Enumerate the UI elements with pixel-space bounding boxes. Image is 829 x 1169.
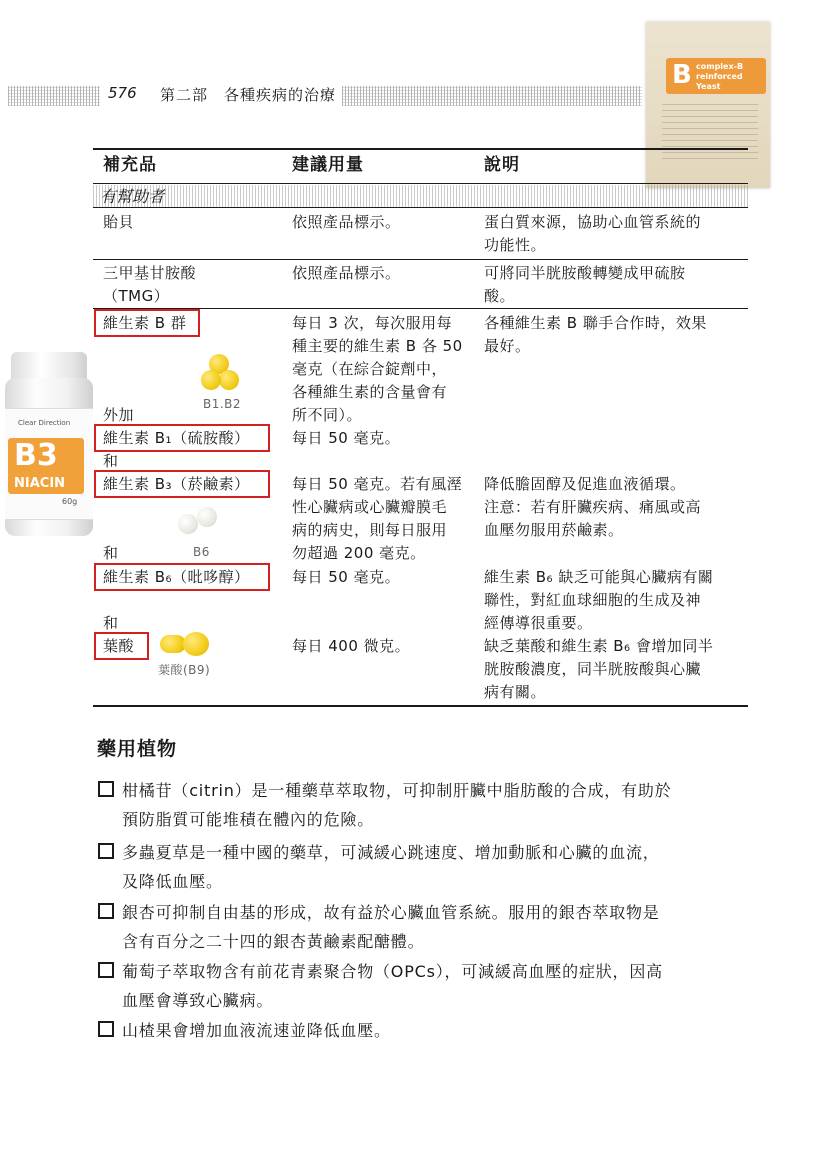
row-b3-note-1: 降低膽固醇及促進血液循環。 (484, 475, 686, 493)
row-b1-prefix: 外加 (103, 406, 135, 424)
row-b3-note-3: 血壓勿服用菸鹼素。 (484, 521, 624, 539)
row-b6-note-3: 經傳導很重要。 (484, 614, 593, 632)
herb-item-text: 血壓會導致心臟病。 (122, 991, 274, 1010)
section-title-herbs: 藥用植物 (97, 738, 178, 760)
herb-item-text: 及降低血壓。 (122, 872, 223, 891)
row-b3-dose-4: 勿超過 200 毫克。 (292, 544, 426, 562)
highlight-box-b3 (94, 470, 270, 498)
bottle-brand: Clear Direction (18, 419, 71, 427)
row-b3-prefix: 和 (103, 452, 119, 470)
row-folic-name: 葉酸 (103, 637, 135, 655)
folic-pill-image (183, 632, 209, 656)
checkbox-icon (98, 903, 114, 919)
herb-item-text: 含有百分之二十四的銀杏黃鹼素配醣體。 (122, 932, 425, 951)
row-b3-dose-3: 病的病史，則每日服用 (292, 521, 448, 539)
row-bcomplex-dose-2: 種主要的維生素 B 各 50 (292, 337, 463, 355)
checkbox-icon (98, 843, 114, 859)
folic-pill-label: 葉酸(B9) (158, 663, 211, 677)
row-b1-dose: 每日 50 毫克。 (292, 429, 401, 447)
herb-item-text: 山楂果會增加血液流速並降低血壓。 (122, 1021, 391, 1040)
row-folic-note-3: 病有關。 (484, 683, 547, 701)
packet-label-band (666, 58, 766, 94)
header-rule (93, 183, 748, 184)
packet-b-letter: B (672, 60, 692, 90)
row-bcomplex-name: 維生素 B 群 (103, 314, 187, 332)
row-bcomplex-note-2: 最好。 (484, 337, 531, 355)
category-band (93, 185, 748, 207)
header-texture-right (342, 86, 642, 106)
row-folic-note-1: 缺乏葉酸和維生素 B₆ 會增加同半 (484, 637, 714, 655)
b3-text: B3 (14, 438, 58, 473)
col-header-supplement: 補充品 (103, 155, 157, 175)
b6-pill-image (197, 507, 217, 527)
chapter-title: 第二部 各種疾病的治療 (160, 86, 337, 104)
checkbox-icon (98, 962, 114, 978)
col-header-notes: 說明 (484, 155, 520, 175)
highlight-box-b6 (94, 563, 270, 591)
checkbox-icon (98, 781, 114, 797)
row-mussel-dose: 依照產品標示。 (292, 213, 401, 231)
row-b1-name: 維生素 B₁（硫胺酸） (103, 429, 250, 447)
b-complex-pill-label: B1.B2 (203, 397, 242, 411)
page-number: 576 (108, 84, 137, 102)
b6-pill-label: B6 (193, 545, 210, 559)
row-bcomplex-dose-3: 毫克（在綜合錠劑中， (292, 360, 448, 378)
packet-title: complex-B reinforced Yeast (696, 62, 744, 91)
row-b3-note-2: 注意：若有肝臟疾病、痛風或高 (484, 498, 702, 516)
row-b3-name: 維生素 B₃（菸鹼素） (103, 475, 250, 493)
highlight-box-folic (94, 632, 149, 660)
herb-item-ginkgo (98, 898, 660, 956)
col-header-dosage: 建議用量 (292, 155, 364, 175)
row-b6-name: 維生素 B₆（吡哆醇） (103, 568, 250, 586)
row-folic-note-2: 胱胺酸濃度，同半胱胺酸與心臟 (484, 660, 702, 678)
highlight-box-bcomplex (94, 309, 200, 337)
bottle-weight: 60g (62, 497, 78, 506)
row-rule (93, 259, 748, 260)
row-tmg-name-1: 三甲基甘胺酸 (103, 264, 197, 282)
table-top-rule (93, 148, 748, 150)
checkbox-icon (98, 1021, 114, 1037)
herb-item-text: 多蟲夏草是一種中國的藥草，可減緩心跳速度、增加動脈和心臟的血流， (122, 843, 660, 862)
herb-item-text: 銀杏可抑制自由基的形成，故有益於心臟血管系統。服用的銀杏萃取物是 (122, 903, 660, 922)
packet-text-lines (662, 104, 758, 164)
row-tmg-dose: 依照產品標示。 (292, 264, 401, 282)
row-bcomplex-dose-1: 每日 3 次，每次服用每 (292, 314, 453, 332)
row-mussel-note-1: 蛋白質來源，協助心血管系統的 (484, 213, 702, 231)
highlight-box-b1 (94, 424, 270, 452)
herb-item-hawthorn (98, 1016, 391, 1045)
row-folic-prefix: 和 (103, 614, 119, 632)
row-folic-dose: 每日 400 微克。 (292, 637, 411, 655)
b6-pill-image (178, 514, 198, 534)
herb-item-citrin (98, 776, 671, 834)
row-bcomplex-note-1: 各種維生素 B 聯手合作時，效果 (484, 314, 707, 332)
row-bcomplex-dose-5: 所不同）。 (292, 406, 363, 424)
herb-item-grapeseed (98, 957, 663, 1015)
herb-item-text: 柑橘苷（citrin）是一種藥草萃取物，可抑制肝臟中脂肪酸的合成，有助於 (122, 781, 672, 800)
row-tmg-note-1: 可將同半胱胺酸轉變成甲硫胺 (484, 264, 686, 282)
b-complex-pill-image (219, 370, 239, 390)
row-b6-dose: 每日 50 毫克。 (292, 568, 401, 586)
header-texture-left (8, 86, 100, 106)
b3-label-tile (8, 438, 84, 494)
table-bottom-rule (93, 705, 748, 707)
row-tmg-note-2: 酸。 (484, 287, 516, 305)
herb-item-text: 預防脂質可能堆積在體內的危險。 (122, 810, 375, 829)
herb-item-text: 葡萄子萃取物含有前花青素聚合物（OPCs），可減緩高血壓的症狀，因高 (122, 962, 663, 981)
row-b6-prefix: 和 (103, 544, 119, 562)
row-tmg-name-2: （TMG） (103, 287, 170, 305)
row-mussel-note-2: 功能性。 (484, 236, 547, 254)
category-label: 有幫助者 (100, 187, 165, 206)
row-b6-note-1: 維生素 B₆ 缺乏可能與心臟病有關 (484, 568, 714, 586)
herb-item-cordyceps (98, 838, 660, 896)
row-mussel-name: 貽貝 (103, 213, 135, 231)
row-b3-dose-1: 每日 50 毫克。若有風溼 (292, 475, 463, 493)
row-b6-note-2: 聯性，對紅血球細胞的生成及神 (484, 591, 702, 609)
category-rule (93, 207, 748, 208)
niacin-text: NIACIN (14, 476, 66, 491)
row-b3-dose-2: 性心臟病或心臟瓣膜毛 (292, 498, 448, 516)
b-complex-pill-image (201, 370, 221, 390)
row-bcomplex-dose-4: 各種維生素的含量會有 (292, 383, 448, 401)
